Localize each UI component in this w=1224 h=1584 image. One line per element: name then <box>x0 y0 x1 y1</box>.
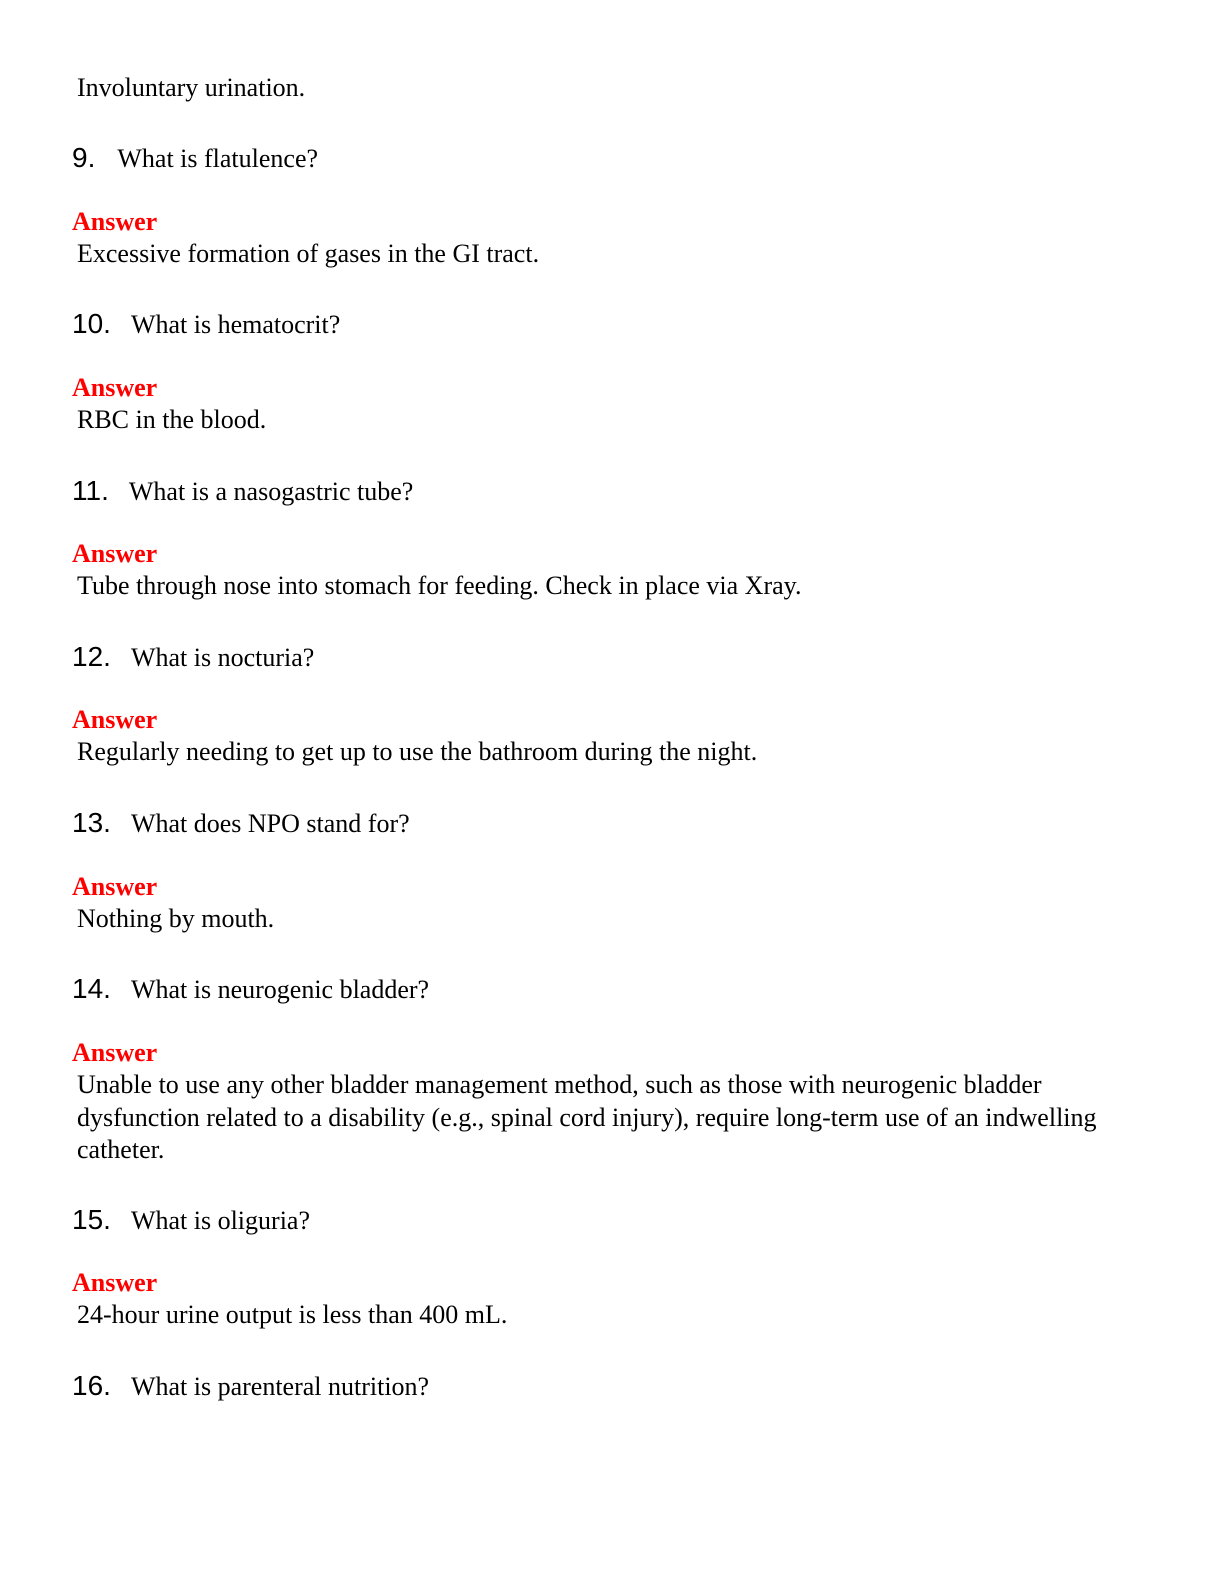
question-number: 11. <box>72 475 109 506</box>
answer-label: Answer <box>72 539 158 568</box>
answer-text: Nothing by mouth. <box>77 904 275 933</box>
question-number: 14. <box>72 973 111 1004</box>
question-number: 9. <box>72 142 96 173</box>
question-text: What is parenteral nutrition? <box>130 1372 430 1401</box>
question-9 <box>72 142 318 174</box>
answer-text: RBC in the blood. <box>77 405 267 434</box>
answer-text: Regularly needing to get up to use the bathroom during the night. <box>77 737 758 766</box>
question-16 <box>72 1370 429 1402</box>
question-number: 15. <box>72 1204 111 1235</box>
question-11 <box>72 475 413 507</box>
question-15 <box>72 1204 310 1236</box>
answer-label: Answer <box>72 1268 158 1297</box>
answer-label: Answer <box>72 872 158 901</box>
answer-label: Answer <box>72 1038 158 1067</box>
question-10 <box>72 308 340 340</box>
answer-text: Excessive formation of gases in the GI tract. <box>77 239 540 268</box>
answer-label: Answer <box>72 373 158 402</box>
answer-text-multiline <box>72 1069 1132 1167</box>
question-13 <box>72 807 410 839</box>
carryover-answer-text: Involuntary urination. <box>77 73 306 102</box>
question-12 <box>72 641 314 673</box>
answer-label: Answer <box>72 207 158 236</box>
answer-text: 24-hour urine output is less than 400 mL. <box>77 1300 508 1329</box>
question-number: 12. <box>72 641 111 672</box>
answer-text: Unable to use any other bladder management method, such as those with neurogenic bladder dysfunction related to a disability (e.g., spinal cord injury), require long-term use of an indwelling catheter. <box>77 1070 1097 1164</box>
question-text: What is nocturia? <box>130 643 315 672</box>
question-text: What is neurogenic bladder? <box>130 975 430 1004</box>
answer-label: Answer <box>72 705 158 734</box>
question-text: What is flatulence? <box>117 144 319 173</box>
question-text: What does NPO stand for? <box>130 809 410 838</box>
question-text: What is oliguria? <box>130 1206 310 1235</box>
answer-text: Tube through nose into stomach for feeding. Check in place via Xray. <box>77 571 802 600</box>
question-number: 13. <box>72 807 111 838</box>
question-text: What is hematocrit? <box>130 310 341 339</box>
question-number: 16. <box>72 1370 111 1401</box>
question-14 <box>72 973 429 1005</box>
question-text: What is a nasogastric tube? <box>128 477 414 506</box>
question-number: 10. <box>72 308 111 339</box>
